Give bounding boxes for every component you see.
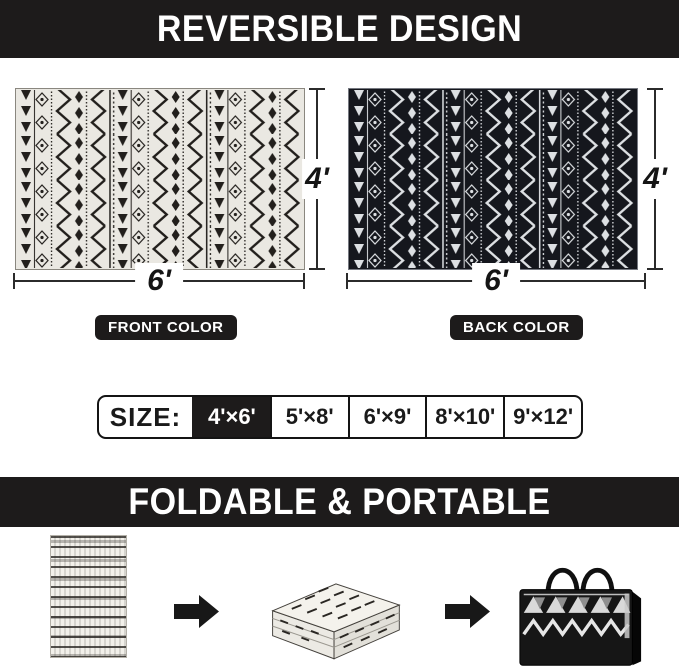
- size-label: SIZE:: [109, 401, 182, 432]
- carry-bag-image: [516, 552, 644, 668]
- front-rug-image: [15, 88, 305, 270]
- height-dimension-label: 4': [302, 159, 332, 199]
- dimension-cap: [309, 88, 325, 90]
- size-option-9x12: 9'×12': [503, 397, 581, 437]
- dimension-tick: [13, 273, 15, 289]
- back-rug-image: [348, 88, 638, 270]
- size-option-4x6: 4'×6': [192, 397, 270, 437]
- size-option-6x9: 6'×9': [348, 397, 426, 437]
- back-rug-height-dimension: [643, 88, 667, 270]
- front-rug-height-dimension: [305, 88, 329, 270]
- right-arrow-icon: [445, 594, 491, 629]
- banner-title: FOLDABLE & PORTABLE: [128, 481, 551, 522]
- size-bar: [97, 395, 583, 439]
- back-rug-width-dimension: [346, 264, 646, 297]
- folded-rug-image: [263, 569, 407, 665]
- dimension-tick: [346, 273, 348, 289]
- right-arrow-icon: [174, 594, 220, 629]
- reversible-design-banner: [0, 0, 679, 58]
- banner-title: REVERSIBLE DESIGN: [156, 8, 523, 49]
- front-rug-width-dimension: [13, 264, 305, 297]
- width-dimension-label: 6': [135, 263, 183, 299]
- dimension-cap: [309, 268, 325, 270]
- dimension-tick: [644, 273, 646, 289]
- back-color-badge: BACK COLOR: [450, 315, 583, 340]
- dimension-cap: [647, 268, 663, 270]
- size-option-5x8: 5'×8': [270, 397, 348, 437]
- dimension-cap: [647, 88, 663, 90]
- flat-rug-image: [50, 535, 127, 658]
- width-dimension-label: 6': [472, 263, 520, 299]
- height-dimension-label: 4': [640, 159, 670, 199]
- front-color-badge: FRONT COLOR: [95, 315, 237, 340]
- dimension-tick: [303, 273, 305, 289]
- foldable-portable-banner: [0, 477, 679, 527]
- size-option-8x10: 8'×10': [425, 397, 503, 437]
